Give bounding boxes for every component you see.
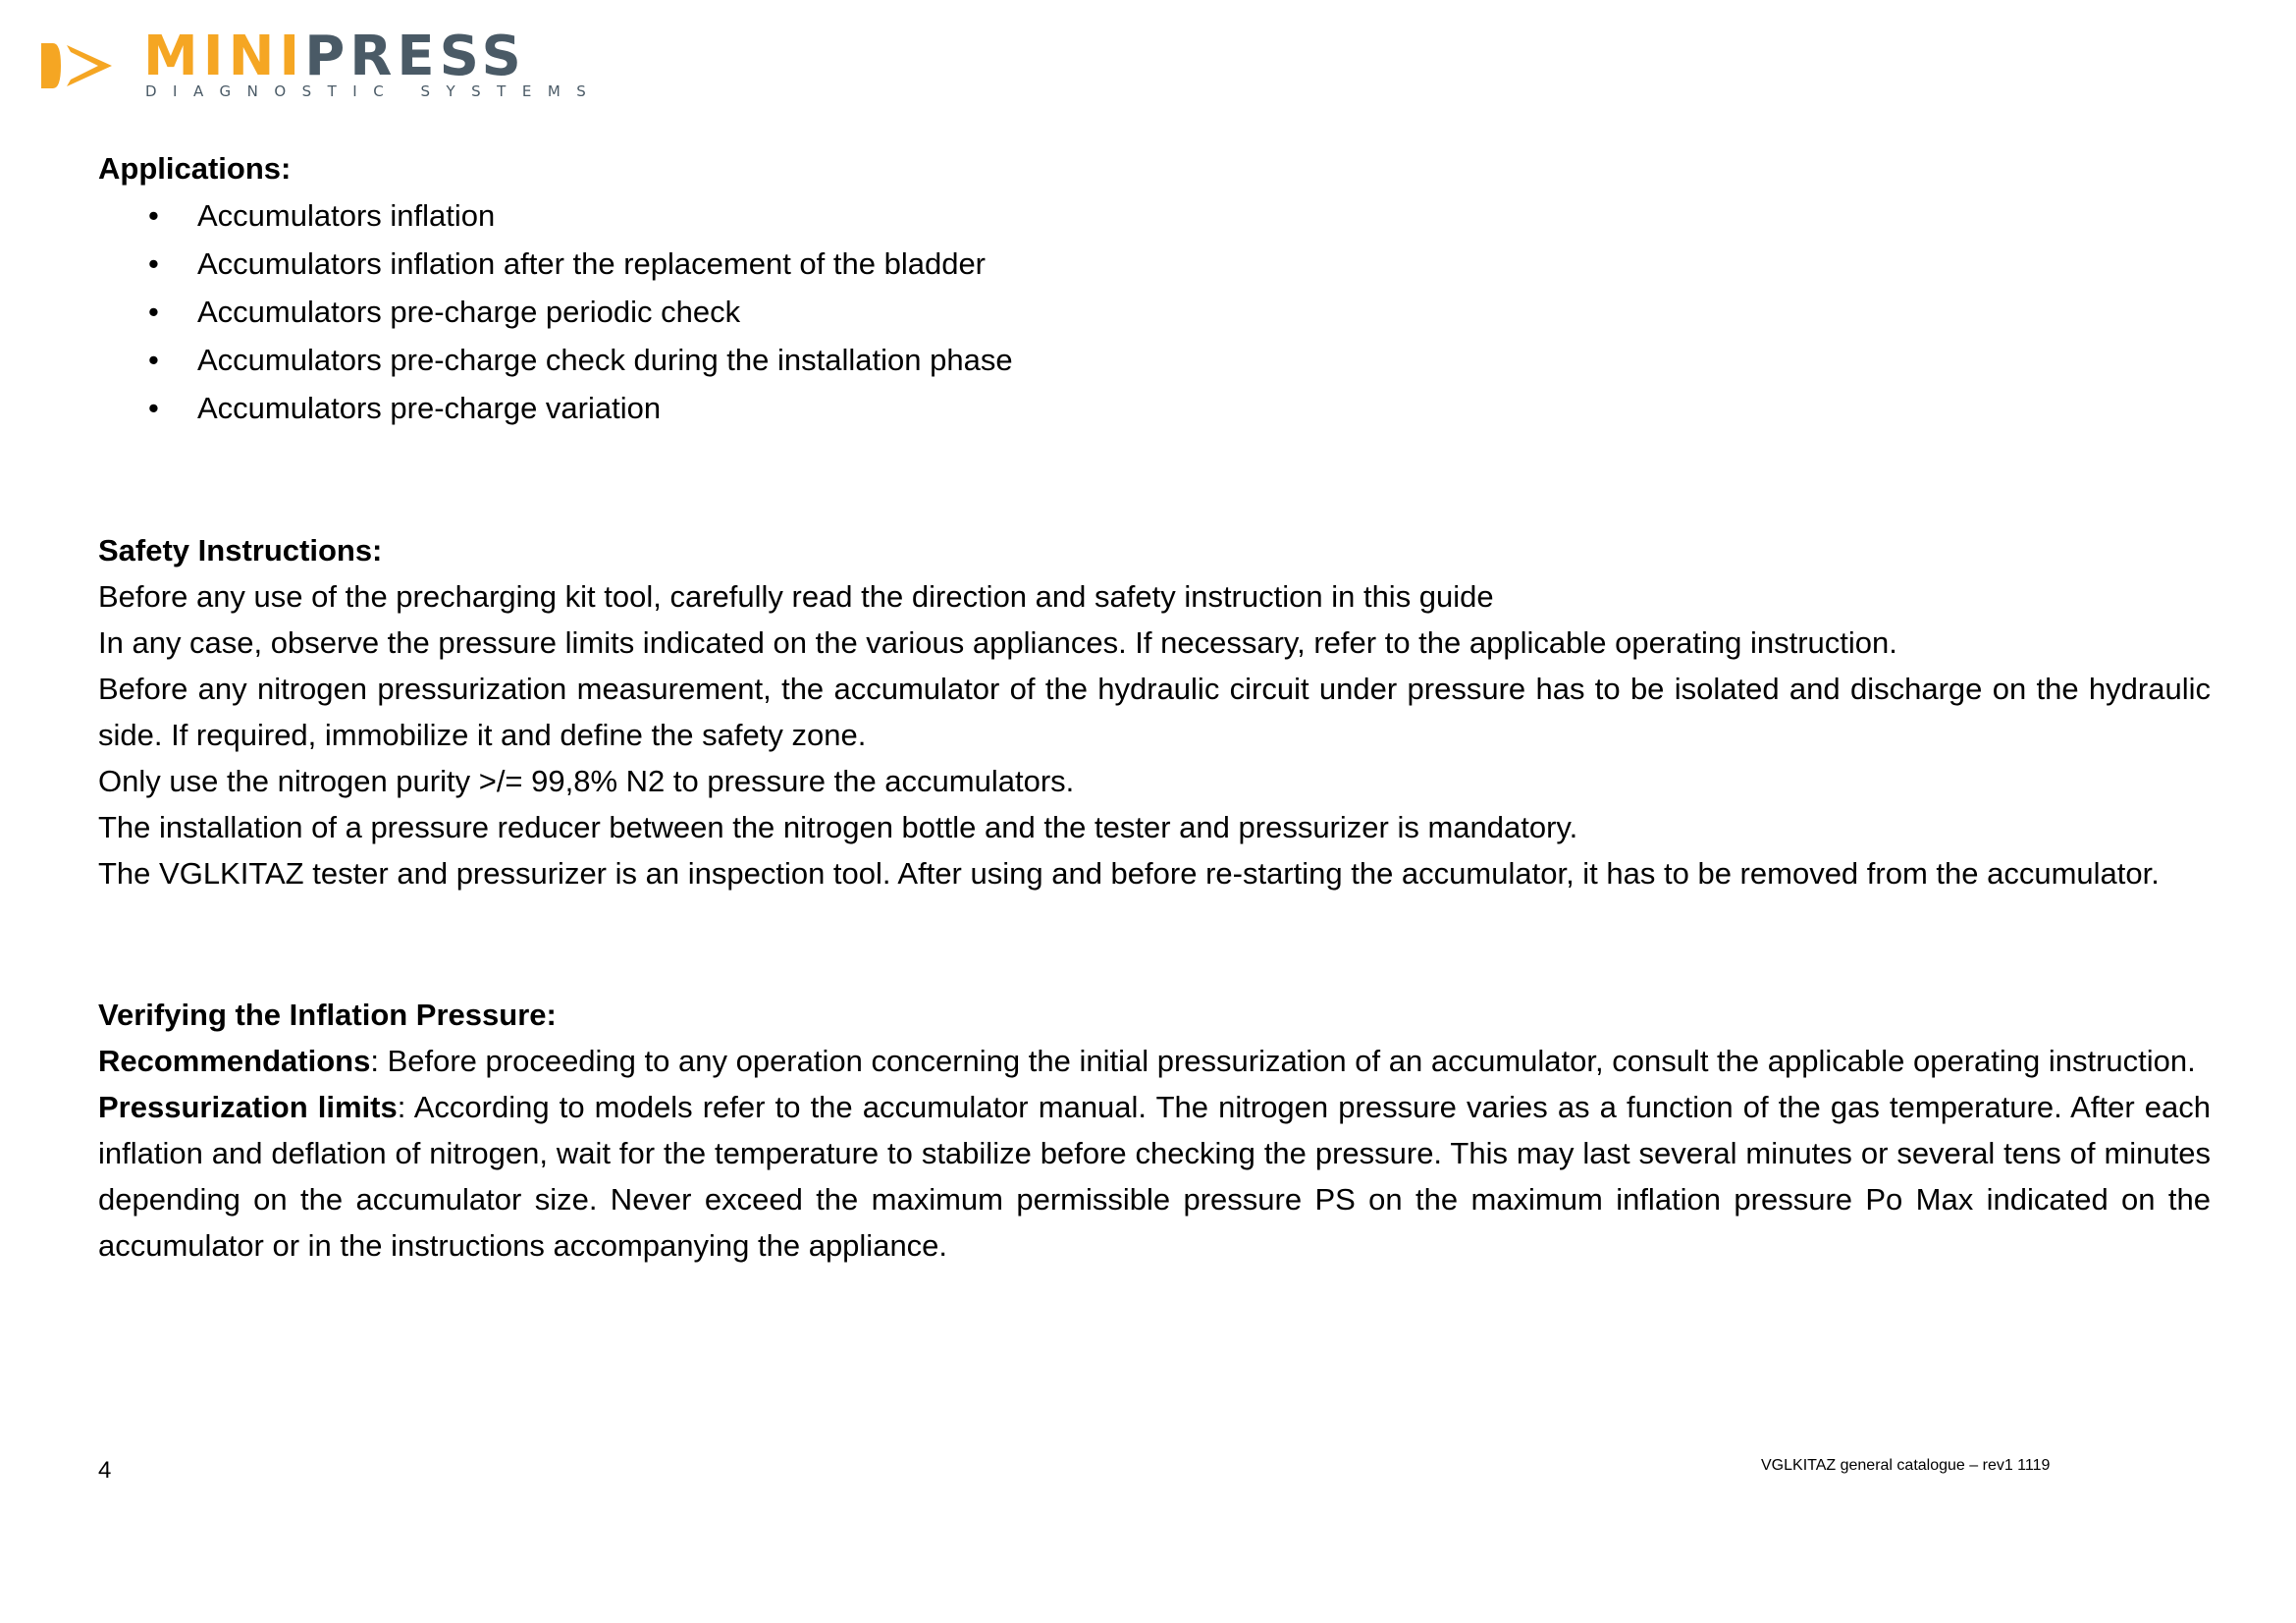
list-item-text: Accumulators pre-charge variation: [197, 391, 662, 425]
safety-paragraph: In any case, observe the pressure limits indicated on the various appliances. If necessary, refer to the applicable operating instruction.: [98, 625, 1897, 660]
bullet: •: [148, 391, 159, 425]
list-item: [98, 288, 2211, 336]
verifying-heading: Verifying the Inflation Pressure:: [98, 998, 557, 1032]
safety-heading: Safety Instructions:: [98, 533, 383, 568]
bullet: •: [148, 246, 159, 281]
safety-paragraph: The VGLKITAZ tester and pressurizer is an inspection tool. After using and before re-starting the accumulator, it has to be removed from the accumulator.: [98, 856, 2160, 891]
minipress-logo: [37, 27, 607, 98]
recommendations-paragraph: [98, 1038, 2211, 1084]
recommendations-label: Recommendations: [98, 1044, 371, 1078]
pressurization-limits-paragraph: [98, 1084, 2211, 1269]
list-item: [98, 191, 2211, 240]
applications-list: [98, 191, 2211, 432]
list-item-text: Accumulators inflation after the replacement of the bladder: [197, 246, 987, 281]
pressurization-limits-text: : According to models refer to the accumulator manual. The nitrogen pressure varies as a function of the gas temperature. After each inflation and deflation of nitrogen, wait for the temperature to stabilize before checking the pressure. This may last several minutes or several tens of minutes depending on the accumulator size. Never exceed the maximum permissible pressure PS on the maximum inflation pressure Po Max indicated on the accumulator or in the instructions accompanying the appliance.: [98, 1090, 2211, 1263]
list-item-text: Accumulators pre-charge periodic check: [197, 295, 741, 329]
safety-paragraph: The installation of a pressure reducer between the nitrogen bottle and the tester and pressurizer is mandatory.: [98, 810, 1578, 844]
list-item: [98, 240, 2211, 288]
bullet: •: [148, 198, 159, 233]
list-item: [98, 336, 2211, 384]
pressurization-limits-label: Pressurization limits: [98, 1090, 398, 1124]
logo-mini: MINI: [143, 25, 305, 88]
bullet: •: [148, 343, 159, 377]
safety-paragraph: Only use the nitrogen purity >/= 99,8% N2 to pressure the accumulators.: [98, 764, 1075, 798]
document-reference: VGLKITAZ general catalogue – rev1 1119: [1761, 1457, 2051, 1474]
logo-press: PRESS: [304, 25, 526, 88]
page-number: 4: [98, 1457, 112, 1484]
list-item: [98, 384, 2211, 432]
page-content: [98, 145, 2211, 1269]
recommendations-text: : Before proceeding to any operation concerning the initial pressurization of an accumulator, consult the applicable operating instruction.: [370, 1044, 2196, 1078]
list-item-text: Accumulators pre-charge check during the installation phase: [197, 343, 1013, 377]
applications-heading: Applications:: [98, 151, 292, 186]
list-item-text: Accumulators inflation: [197, 198, 496, 233]
logo-tagline: DIAGNOSTIC SYSTEMS: [145, 82, 603, 100]
play-arrow-logo-icon: [37, 37, 116, 94]
safety-paragraph: Before any use of the precharging kit tool, carefully read the direction and safety instruction in this guide: [98, 579, 1494, 614]
bullet: •: [148, 295, 159, 329]
safety-paragraph: Before any nitrogen pressurization measurement, the accumulator of the hydraulic circuit under pressure has to be isolated and discharge on the hydraulic side. If required, immobilize it and define the safety zone.: [98, 672, 2211, 752]
logo-wordmark: [143, 27, 526, 86]
